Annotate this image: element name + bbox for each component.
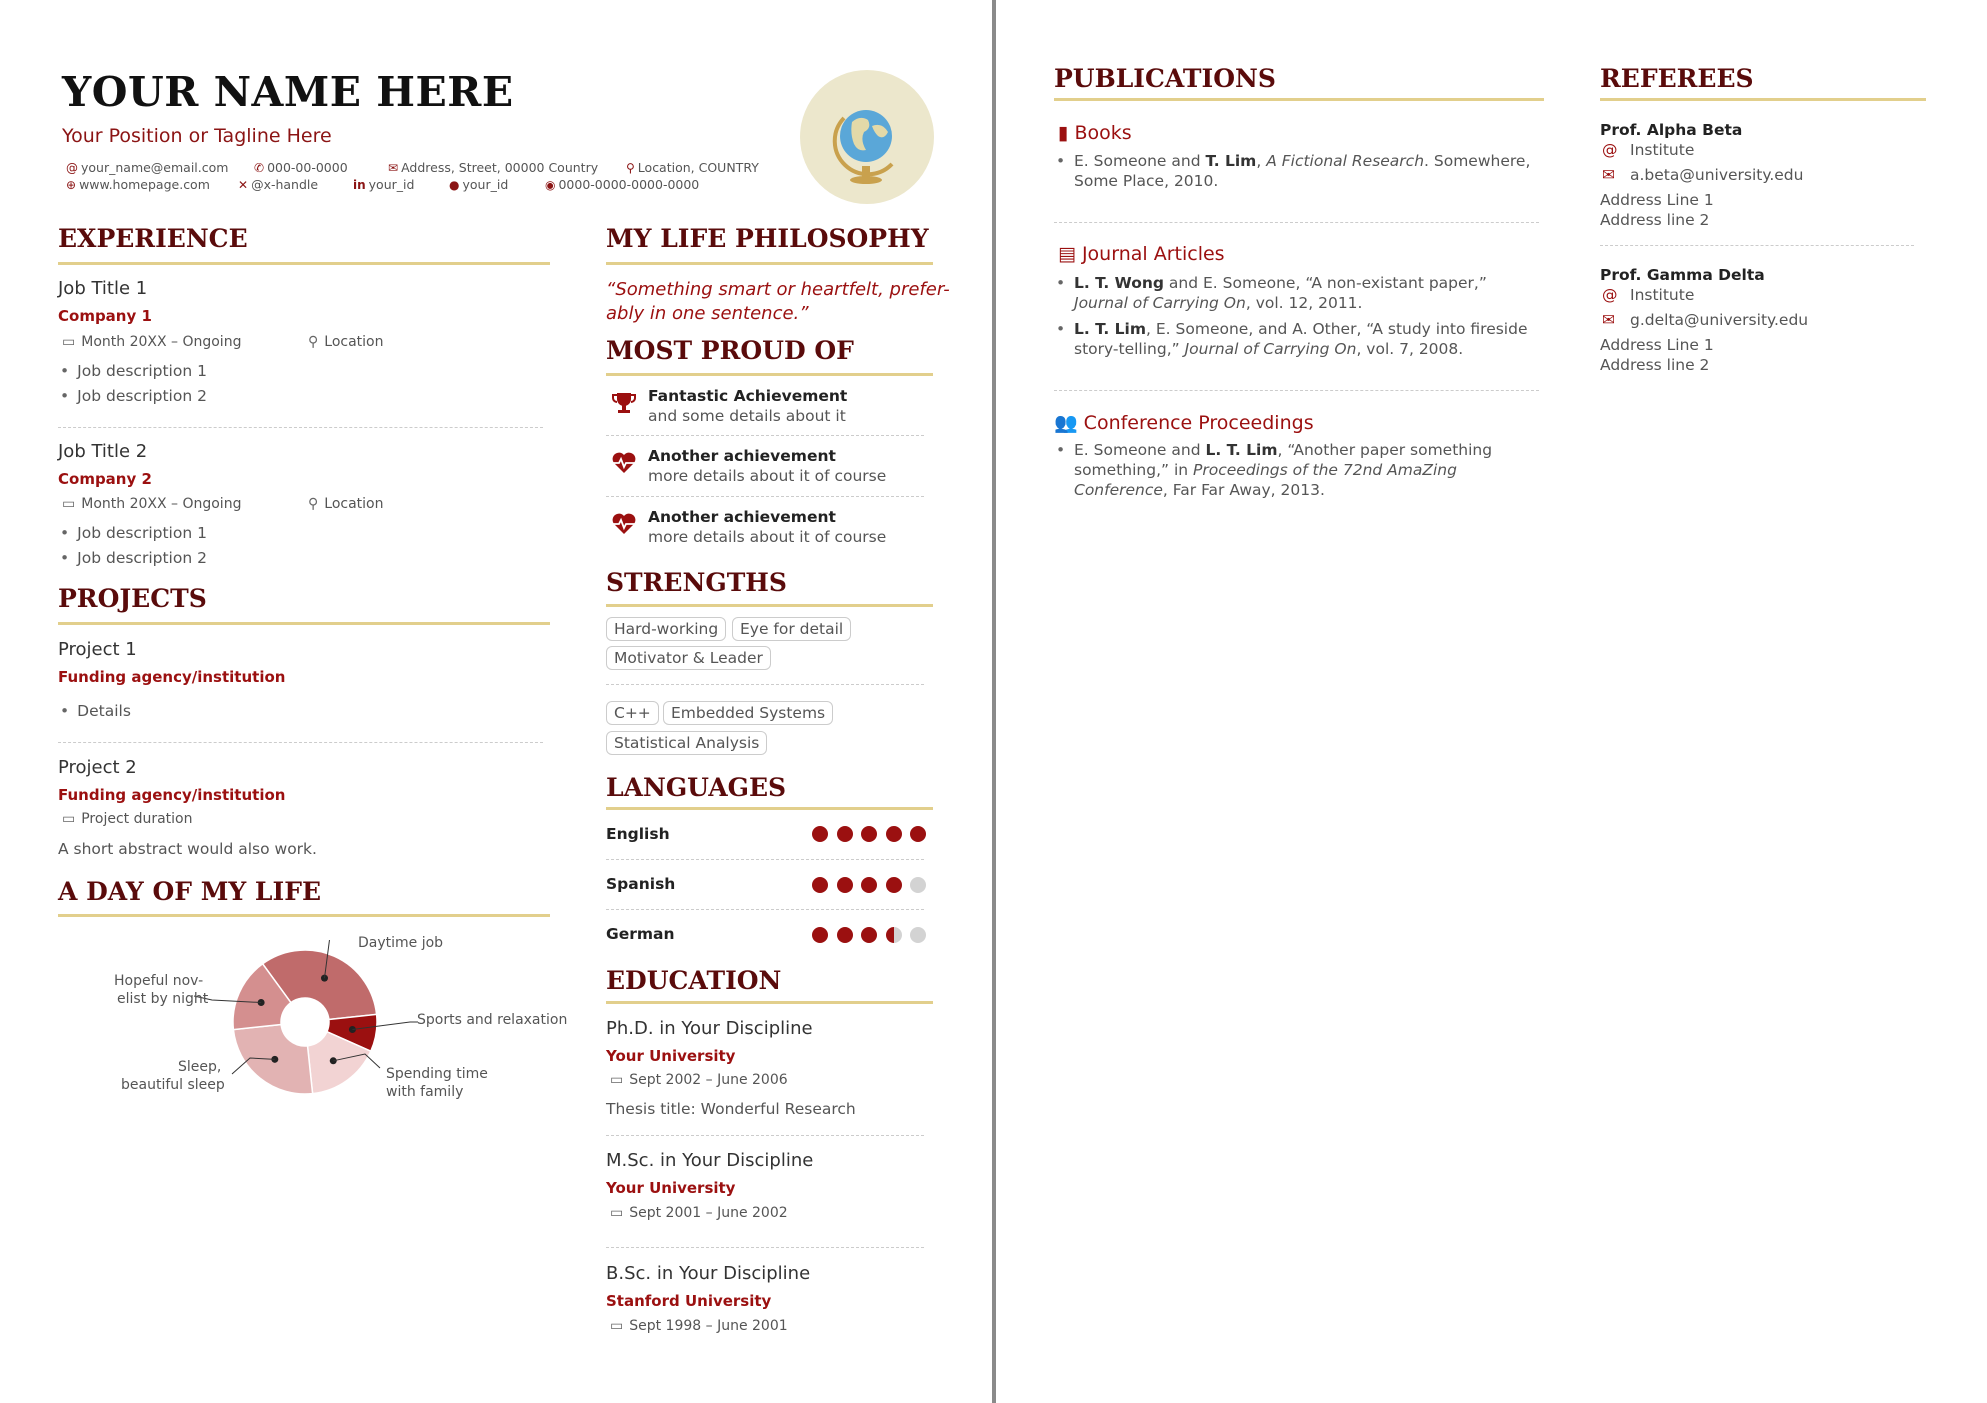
education-dates: ▭ Sept 2002 – June 2006 xyxy=(610,1072,788,1088)
project-detail: • Details xyxy=(60,702,131,720)
strength-tag: Motivator & Leader xyxy=(606,646,771,670)
experience-rule xyxy=(58,262,550,265)
thesis-title: Thesis title: Wonderful Research xyxy=(606,1100,856,1118)
achievement-desc: and some details about it xyxy=(648,407,846,425)
calendar-icon: ▭ xyxy=(610,1318,624,1334)
divider xyxy=(58,742,543,743)
achievement-title: Fantastic Achievement xyxy=(648,387,848,405)
pie-label-daytime-job: Daytime job xyxy=(358,935,444,951)
job-description: • Job description 1 xyxy=(60,524,207,542)
job-description: • Job description 2 xyxy=(60,387,207,405)
divider xyxy=(606,435,924,436)
school-name: Stanford University xyxy=(606,1292,772,1310)
rating-dot xyxy=(837,927,853,943)
referees-heading: REFEREES xyxy=(1600,64,1754,93)
divider xyxy=(58,427,543,428)
divider xyxy=(1054,222,1539,223)
school-name: Your University xyxy=(606,1047,736,1065)
divider xyxy=(1600,245,1914,246)
calendar-icon: ▭ xyxy=(610,1072,624,1088)
github-link[interactable]: ● your_id xyxy=(449,177,509,192)
job-dates: ▭ Month 20XX – Ongoing xyxy=(62,334,242,350)
location-text: ⚲ Location, COUNTRY xyxy=(626,160,759,175)
calendar-icon: ▭ xyxy=(610,1205,624,1221)
envelope-icon: ✉ xyxy=(1602,311,1615,329)
rating-dot xyxy=(861,927,877,943)
pie-label-family-2: with family xyxy=(386,1084,464,1100)
rating-dot xyxy=(861,877,877,893)
referee-institute: @ Institute xyxy=(1602,286,1695,304)
project-title: Project 1 xyxy=(58,639,137,660)
job-description: • Job description 1 xyxy=(60,362,207,380)
language-name: German xyxy=(606,925,675,943)
degree-title: Ph.D. in Your Discipline xyxy=(606,1018,813,1039)
at-icon: @ xyxy=(1602,286,1618,304)
achievement-title: Another achievement xyxy=(648,447,836,465)
publications-heading: PUBLICATIONS xyxy=(1054,64,1276,93)
skill-tag: C++ xyxy=(606,701,659,725)
file-text-icon: ▤ xyxy=(1058,243,1076,265)
map-pin-icon: ⚲ xyxy=(308,496,319,512)
funding-agency: Funding agency/institution xyxy=(58,786,286,804)
job-location: ⚲ Location xyxy=(308,334,384,350)
rating-dot xyxy=(910,826,926,842)
email-link[interactable]: @ your_name@email.com xyxy=(66,160,229,175)
books-heading: ▮ Books xyxy=(1058,122,1132,144)
pie-label-novelist-1: Hopeful nov- xyxy=(114,973,204,989)
publication-entry: • L. T. Wong and E. Someone, “A non-existant paper,” Journal of Carrying On, vol. 12, 2011. xyxy=(1074,273,1544,313)
philosophy-heading: MY LIFE PHILOSOPHY xyxy=(606,224,929,253)
project-title: Project 2 xyxy=(58,757,137,778)
job-title: Job Title 1 xyxy=(58,278,148,299)
education-rule xyxy=(606,1001,933,1004)
degree-title: B.Sc. in Your Discipline xyxy=(606,1263,811,1284)
skill-tag: Statistical Analysis xyxy=(606,731,767,755)
job-dates: ▭ Month 20XX – Ongoing xyxy=(62,496,242,512)
pie-label-sleep-2: beautiful sleep xyxy=(121,1077,225,1093)
pie-label-sleep-1: Sleep, xyxy=(178,1059,222,1075)
globe-image xyxy=(800,70,934,204)
job-title: Job Title 2 xyxy=(58,441,148,462)
day-heading: A DAY OF MY LIFE xyxy=(58,877,322,906)
achievement-title: Another achievement xyxy=(648,508,836,526)
homepage-link[interactable]: ⊕ www.homepage.com xyxy=(66,177,210,192)
project-duration: ▭ Project duration xyxy=(62,811,193,827)
funding-agency: Funding agency/institution xyxy=(58,668,286,686)
rating-dot xyxy=(886,877,902,893)
calendar-icon: ▭ xyxy=(62,811,76,827)
achievement-desc: more details about it of course xyxy=(648,528,887,546)
strengths-rule xyxy=(606,604,933,607)
referee-address: Address Line 1 xyxy=(1600,191,1714,209)
candidate-name: YOUR NAME HERE xyxy=(62,68,514,116)
at-icon: @ xyxy=(66,161,78,175)
degree-title: M.Sc. in Your Discipline xyxy=(606,1150,814,1171)
project-abstract: A short abstract would also work. xyxy=(58,840,317,858)
rating-dot xyxy=(812,826,828,842)
divider xyxy=(606,909,924,910)
leader-dot xyxy=(330,1057,337,1064)
tagline: Your Position or Tagline Here xyxy=(62,125,332,147)
pie-label-novelist-2: elist by night xyxy=(117,991,209,1007)
divider xyxy=(606,859,924,860)
trophy-icon xyxy=(611,390,637,422)
resume-page-1 xyxy=(0,0,992,1403)
referee-email[interactable]: ✉ g.delta@university.edu xyxy=(1602,311,1809,329)
rating-dot xyxy=(837,877,853,893)
phone-icon: ✆ xyxy=(254,161,265,175)
linkedin-link[interactable]: in your_id xyxy=(353,177,415,192)
journal-articles-heading: ▤ Journal Articles xyxy=(1058,243,1225,265)
avatar xyxy=(800,70,934,204)
book-icon: ▮ xyxy=(1058,122,1069,144)
school-name: Your University xyxy=(606,1179,736,1197)
projects-heading: PROJECTS xyxy=(58,584,207,613)
users-icon: 👥 xyxy=(1054,412,1078,434)
orcid-icon: ◉ xyxy=(545,178,556,192)
divider xyxy=(606,1247,924,1248)
heartbeat-icon xyxy=(611,451,637,481)
referee-name: Prof. Gamma Delta xyxy=(1600,266,1765,284)
x-icon: ✕ xyxy=(238,178,249,192)
philosophy-quote: “Something smart or heartfelt, prefer- ably in one sentence.” xyxy=(606,279,950,324)
language-name: Spanish xyxy=(606,875,676,893)
referee-email[interactable]: ✉ a.beta@university.edu xyxy=(1602,166,1804,184)
skill-tag: Embedded Systems xyxy=(663,701,833,725)
pie-label-sports: Sports and relaxation xyxy=(417,1012,568,1028)
referee-address: Address Line 1 xyxy=(1600,336,1714,354)
pie-label-family-1: Spending time xyxy=(386,1066,488,1082)
rating-dot xyxy=(837,826,853,842)
map-pin-icon: ⚲ xyxy=(308,334,319,350)
conference-heading: 👥 Conference Proceedings xyxy=(1054,412,1314,434)
company-name: Company 1 xyxy=(58,307,152,325)
achievement-desc: more details about it of course xyxy=(648,467,887,485)
address-text: ✉ Address, Street, 00000 Country xyxy=(388,160,599,175)
strength-tag: Hard-working xyxy=(606,617,726,641)
resume-page-2 xyxy=(996,0,1987,1403)
job-location: ⚲ Location xyxy=(308,496,384,512)
education-dates: ▭ Sept 1998 – June 2001 xyxy=(610,1318,788,1334)
projects-rule xyxy=(58,622,550,625)
rating-dot xyxy=(910,927,926,943)
divider xyxy=(1054,390,1539,391)
heartbeat-icon xyxy=(611,512,637,542)
referees-rule xyxy=(1600,98,1926,101)
day-rule xyxy=(58,914,550,917)
strengths-heading: STRENGTHS xyxy=(606,568,787,597)
philosophy-rule xyxy=(606,262,933,265)
rating-dot xyxy=(886,826,902,842)
map-pin-icon: ⚲ xyxy=(626,161,635,175)
proud-rule xyxy=(606,373,933,376)
education-dates: ▭ Sept 2001 – June 2002 xyxy=(610,1205,788,1221)
day-donut-chart xyxy=(0,940,560,1120)
strength-tag: Eye for detail xyxy=(732,617,851,641)
at-icon: @ xyxy=(1602,141,1618,159)
phone-link[interactable]: ✆ 000-00-0000 xyxy=(254,160,348,175)
rating-dot xyxy=(861,826,877,842)
rating-dot xyxy=(886,927,902,943)
language-name: English xyxy=(606,825,670,843)
divider xyxy=(606,1135,924,1136)
rating-dot xyxy=(812,877,828,893)
referee-name: Prof. Alpha Beta xyxy=(1600,121,1743,139)
company-name: Company 2 xyxy=(58,470,152,488)
calendar-icon: ▭ xyxy=(62,496,76,512)
referee-institute: @ Institute xyxy=(1602,141,1695,159)
envelope-icon: ✉ xyxy=(388,161,399,175)
experience-heading: EXPERIENCE xyxy=(58,224,248,253)
publication-entry: • L. T. Lim, E. Someone, and A. Other, “A study into fireside story-telling,” Journal of Carrying On, vol. 7, 2008. xyxy=(1074,319,1544,359)
github-icon: ● xyxy=(449,178,460,192)
x-link[interactable]: ✕ @x-handle xyxy=(238,177,319,192)
publications-rule xyxy=(1054,98,1544,101)
proud-heading: MOST PROUD OF xyxy=(606,336,854,365)
publication-entry: • E. Someone and L. T. Lim, “Another paper something something,” in Proceedings of the 72nd AmaZing Conference, Far Far Away, 2013. xyxy=(1074,440,1544,500)
languages-rule xyxy=(606,807,933,810)
rating-dot xyxy=(910,877,926,893)
calendar-icon: ▭ xyxy=(62,334,76,350)
linkedin-icon: in xyxy=(353,178,366,192)
rating-dot xyxy=(812,927,828,943)
divider xyxy=(606,684,924,685)
orcid-link[interactable]: ◉ 0000-0000-0000-0000 xyxy=(545,177,700,192)
referee-address: Address line 2 xyxy=(1600,356,1710,374)
envelope-icon: ✉ xyxy=(1602,166,1615,184)
education-heading: EDUCATION xyxy=(606,966,782,995)
publication-entry: • E. Someone and T. Lim, A Fictional Research. Somewhere, Some Place, 2010. xyxy=(1074,151,1544,191)
divider xyxy=(606,496,924,497)
globe-icon: ⊕ xyxy=(66,178,77,192)
job-description: • Job description 2 xyxy=(60,549,207,567)
languages-heading: LANGUAGES xyxy=(606,773,787,802)
referee-address: Address line 2 xyxy=(1600,211,1710,229)
